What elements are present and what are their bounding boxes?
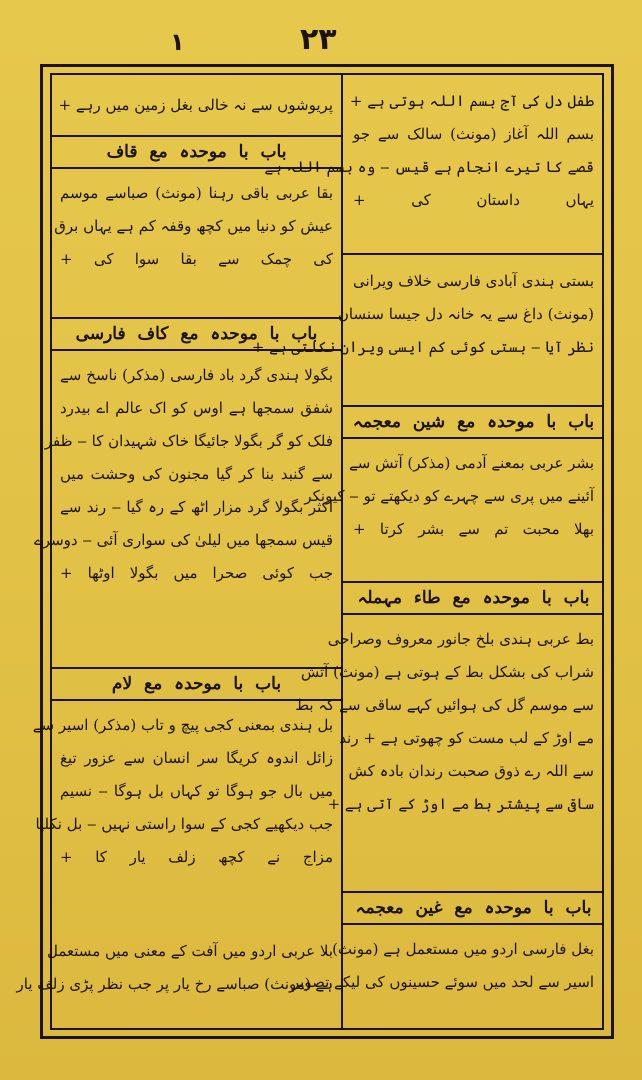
text-line: طفل دل کی آج بسم اللہ ہوتی ہے + <box>349 92 594 110</box>
entry-top <box>50 89 343 122</box>
text-line: کی چمک سے بقا سوا کی + <box>60 250 333 268</box>
text-line: بھلا محبت تم سے بشر کرتا + <box>353 520 594 538</box>
text-line: قصے کا تیرے انجام ہے قیس ‒ وہ بسم اللہ ہے <box>264 158 594 176</box>
page-header <box>0 18 642 58</box>
text-line: جب کوئی صحرا میں بگولا اوٹھا + <box>60 564 333 582</box>
entry-bal <box>32 709 343 874</box>
text-line: سے موسم گل کی ہوائیں کہے ساقی سے کہ بط <box>295 696 594 714</box>
text-line: زائل اندوہ کریگا سر انسان سے عزور تیغ <box>60 749 333 767</box>
text-line: یہاں داستان کی + <box>353 191 594 209</box>
text-line: پریوشوں سے نہ خالی بغل زمین میں رہے + <box>58 96 333 114</box>
text-line: بسم اللہ آغاز (مونث) سالک سے جو <box>353 125 594 143</box>
text-line: فلک کو گر بگولا جائیگا خاک شہیدان کا ‒ ظفر <box>44 432 333 450</box>
section-heading-qaf: باب با موحدہ مع قاف <box>50 135 343 169</box>
text-line: مے اوڑ کے لب مست کو چھوتی ہے + رند <box>339 729 594 747</box>
text-line: (مونث) داغ سے یہ خانہ دل جیسا سنسان <box>337 305 594 323</box>
text-line: بل ہندی بمعنی کجی پیچ و تاب (مذکر) اسیر سے <box>32 716 333 734</box>
text-line: اسیر سے لحد میں سوئے حسینوں کی لیکے تصویر <box>291 973 594 991</box>
section-heading-toe: باب با موحدہ مع طاء مہملہ <box>343 581 604 615</box>
entry-bala <box>16 935 343 1001</box>
page-number: ٢٣ <box>300 22 337 57</box>
text-line: بگولا ہندی گرد باد فارسی (مذکر) ناسخ سے <box>60 366 333 384</box>
text-line: ساقی سے پیشتر بط مے اوڑ کے آتی ہے + <box>327 795 594 813</box>
entry-divider <box>343 253 604 255</box>
text-line: بط عربی ہندی بلخ جانور معروف وصراحی <box>327 630 594 648</box>
section-heading-kaf: باب با موحدہ مع کاف فارسی <box>50 317 343 351</box>
text-line: بستی ہندی آبادی فارسی خلاف ویرانی <box>352 272 594 290</box>
text-line: میں بال جو ہوگا تو کہاں بل ہوگا ‒ نسیم <box>60 782 333 800</box>
section-heading-ghain: باب با موحدہ مع غین معجمہ <box>343 891 604 925</box>
text-line: بلا عربی اردو میں آفت کے معنی میں مستعمل <box>47 942 333 960</box>
entry-bat <box>295 623 604 821</box>
entry-baghal <box>291 933 604 999</box>
section-heading-shin: باب با موحدہ مع شین معجمہ <box>343 405 604 439</box>
entry-baqa <box>50 177 343 276</box>
text-line: سے اللہ رے ذوق صحبت رندان بادہ کش <box>348 762 594 780</box>
corner-mark: ۱ <box>170 28 185 56</box>
text-line: سے گنبد بنا کر گیا مجنون کی وحشت میں <box>60 465 333 483</box>
text-line: جب دیکھیے کجی کے سوا راستی نہیں ‒ بل نکلیا <box>35 815 333 833</box>
text-line: بشر عربی بمعنے آدمی (مذکر) آتش سے <box>349 454 594 472</box>
text-line: آئینے میں پری سے چہرے کو دیکھتے تو ‒ کیونکر <box>304 487 594 505</box>
text-line: نظر آیا ‒ بستی کوئی کم ایسی ویران نکلتی ہے + <box>251 338 594 356</box>
entry-basti <box>251 265 604 364</box>
entry-bashar <box>304 447 604 546</box>
left-column <box>16 73 343 1030</box>
text-line: شراب کی بشکل بط کے ہوتی ہے (مونث) آتش <box>300 663 594 681</box>
text-line: مزاج نے کچھ زلف یار کا + <box>60 848 333 866</box>
text-line: بقا عربی باقی رہنا (مونث) صباسے موسم <box>60 184 333 202</box>
text-line: عیش کو دنیا میں کچھ وقفہ کم ہے یہاں برق <box>54 217 333 235</box>
text-line: اکثر بگولا گرد مزار اٹھ کے رہ گیا ‒ رند سے <box>60 498 333 516</box>
section-heading-lam: باب با موحدہ مع لام <box>50 667 343 701</box>
entry-bagola <box>34 359 343 590</box>
text-line: بغل فارسی اردو میں مستعمل ہے (مونث) <box>332 940 594 958</box>
text-line: قیس سمجھا میں لیلیٰ کی سواری آئی ‒ دوسرے <box>34 531 333 549</box>
text-line: ہے (مونث) صباسے رخ یار پر جب نظر پڑی زلف یار <box>16 975 333 993</box>
right-column <box>251 73 604 1030</box>
entry-tifl <box>264 85 604 217</box>
text-line: شفق سمجھا ہے اوس کو اک عالم اے بیدرد <box>60 399 333 417</box>
